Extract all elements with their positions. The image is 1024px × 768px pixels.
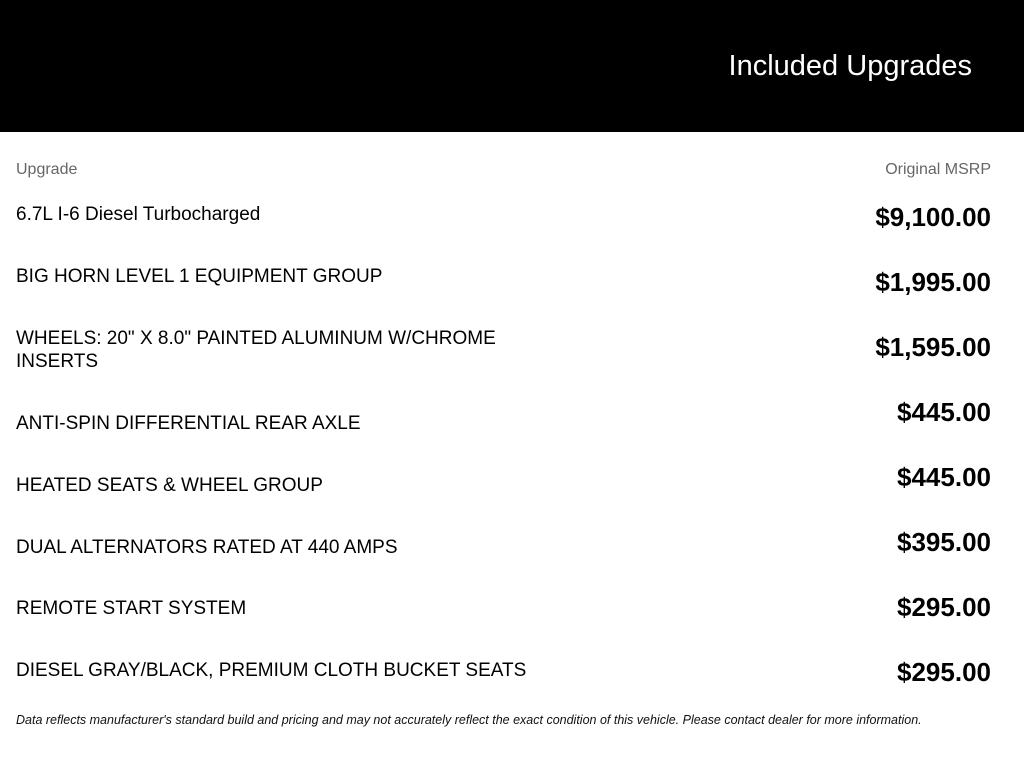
upgrade-price: $395.00 (897, 527, 991, 557)
upgrade-price: $9,100.00 (875, 202, 991, 232)
list-item (0, 392, 1024, 457)
msrp-column-header: Original MSRP (885, 161, 991, 178)
upgrade-name: BIG HORN LEVEL 1 EQUIPMENT GROUP (16, 266, 383, 287)
upgrade-name: 6.7L I-6 Diesel Turbocharged (16, 204, 261, 225)
upgrade-name: DUAL ALTERNATORS RATED AT 440 AMPS (16, 537, 398, 558)
upgrade-price: $1,995.00 (875, 267, 991, 297)
header-bar (0, 0, 1024, 132)
list-item (0, 652, 1024, 717)
upgrade-column-header: Upgrade (16, 161, 78, 178)
upgrade-price: $1,595.00 (875, 332, 991, 362)
list-item (0, 587, 1024, 652)
upgrade-price: $445.00 (897, 397, 991, 427)
list-item (0, 197, 1024, 262)
upgrade-price: $295.00 (897, 592, 991, 622)
list-item (0, 327, 1024, 392)
list-item (0, 457, 1024, 522)
upgrade-name: ANTI-SPIN DIFFERENTIAL REAR AXLE (16, 413, 361, 434)
upgrade-name: DIESEL GRAY/BLACK, PREMIUM CLOTH BUCKET SEATS (16, 660, 527, 681)
upgrade-price: $295.00 (897, 657, 991, 687)
list-item (0, 262, 1024, 327)
upgrade-price: $445.00 (897, 462, 991, 492)
upgrades-list (0, 197, 1024, 717)
upgrade-name: HEATED SEATS & WHEEL GROUP (16, 475, 323, 496)
list-item (0, 522, 1024, 587)
upgrade-name: REMOTE START SYSTEM (16, 598, 247, 619)
upgrade-name: WHEELS: 20" X 8.0" PAINTED ALUMINUM W/CHROME INSERTS (16, 328, 496, 372)
page-title: Included Upgrades (728, 50, 972, 82)
disclaimer-text: Data reflects manufacturer's standard build and pricing and may not accurately reflect the exact condition of this vehicle. Please contact dealer for more information. (16, 713, 922, 727)
